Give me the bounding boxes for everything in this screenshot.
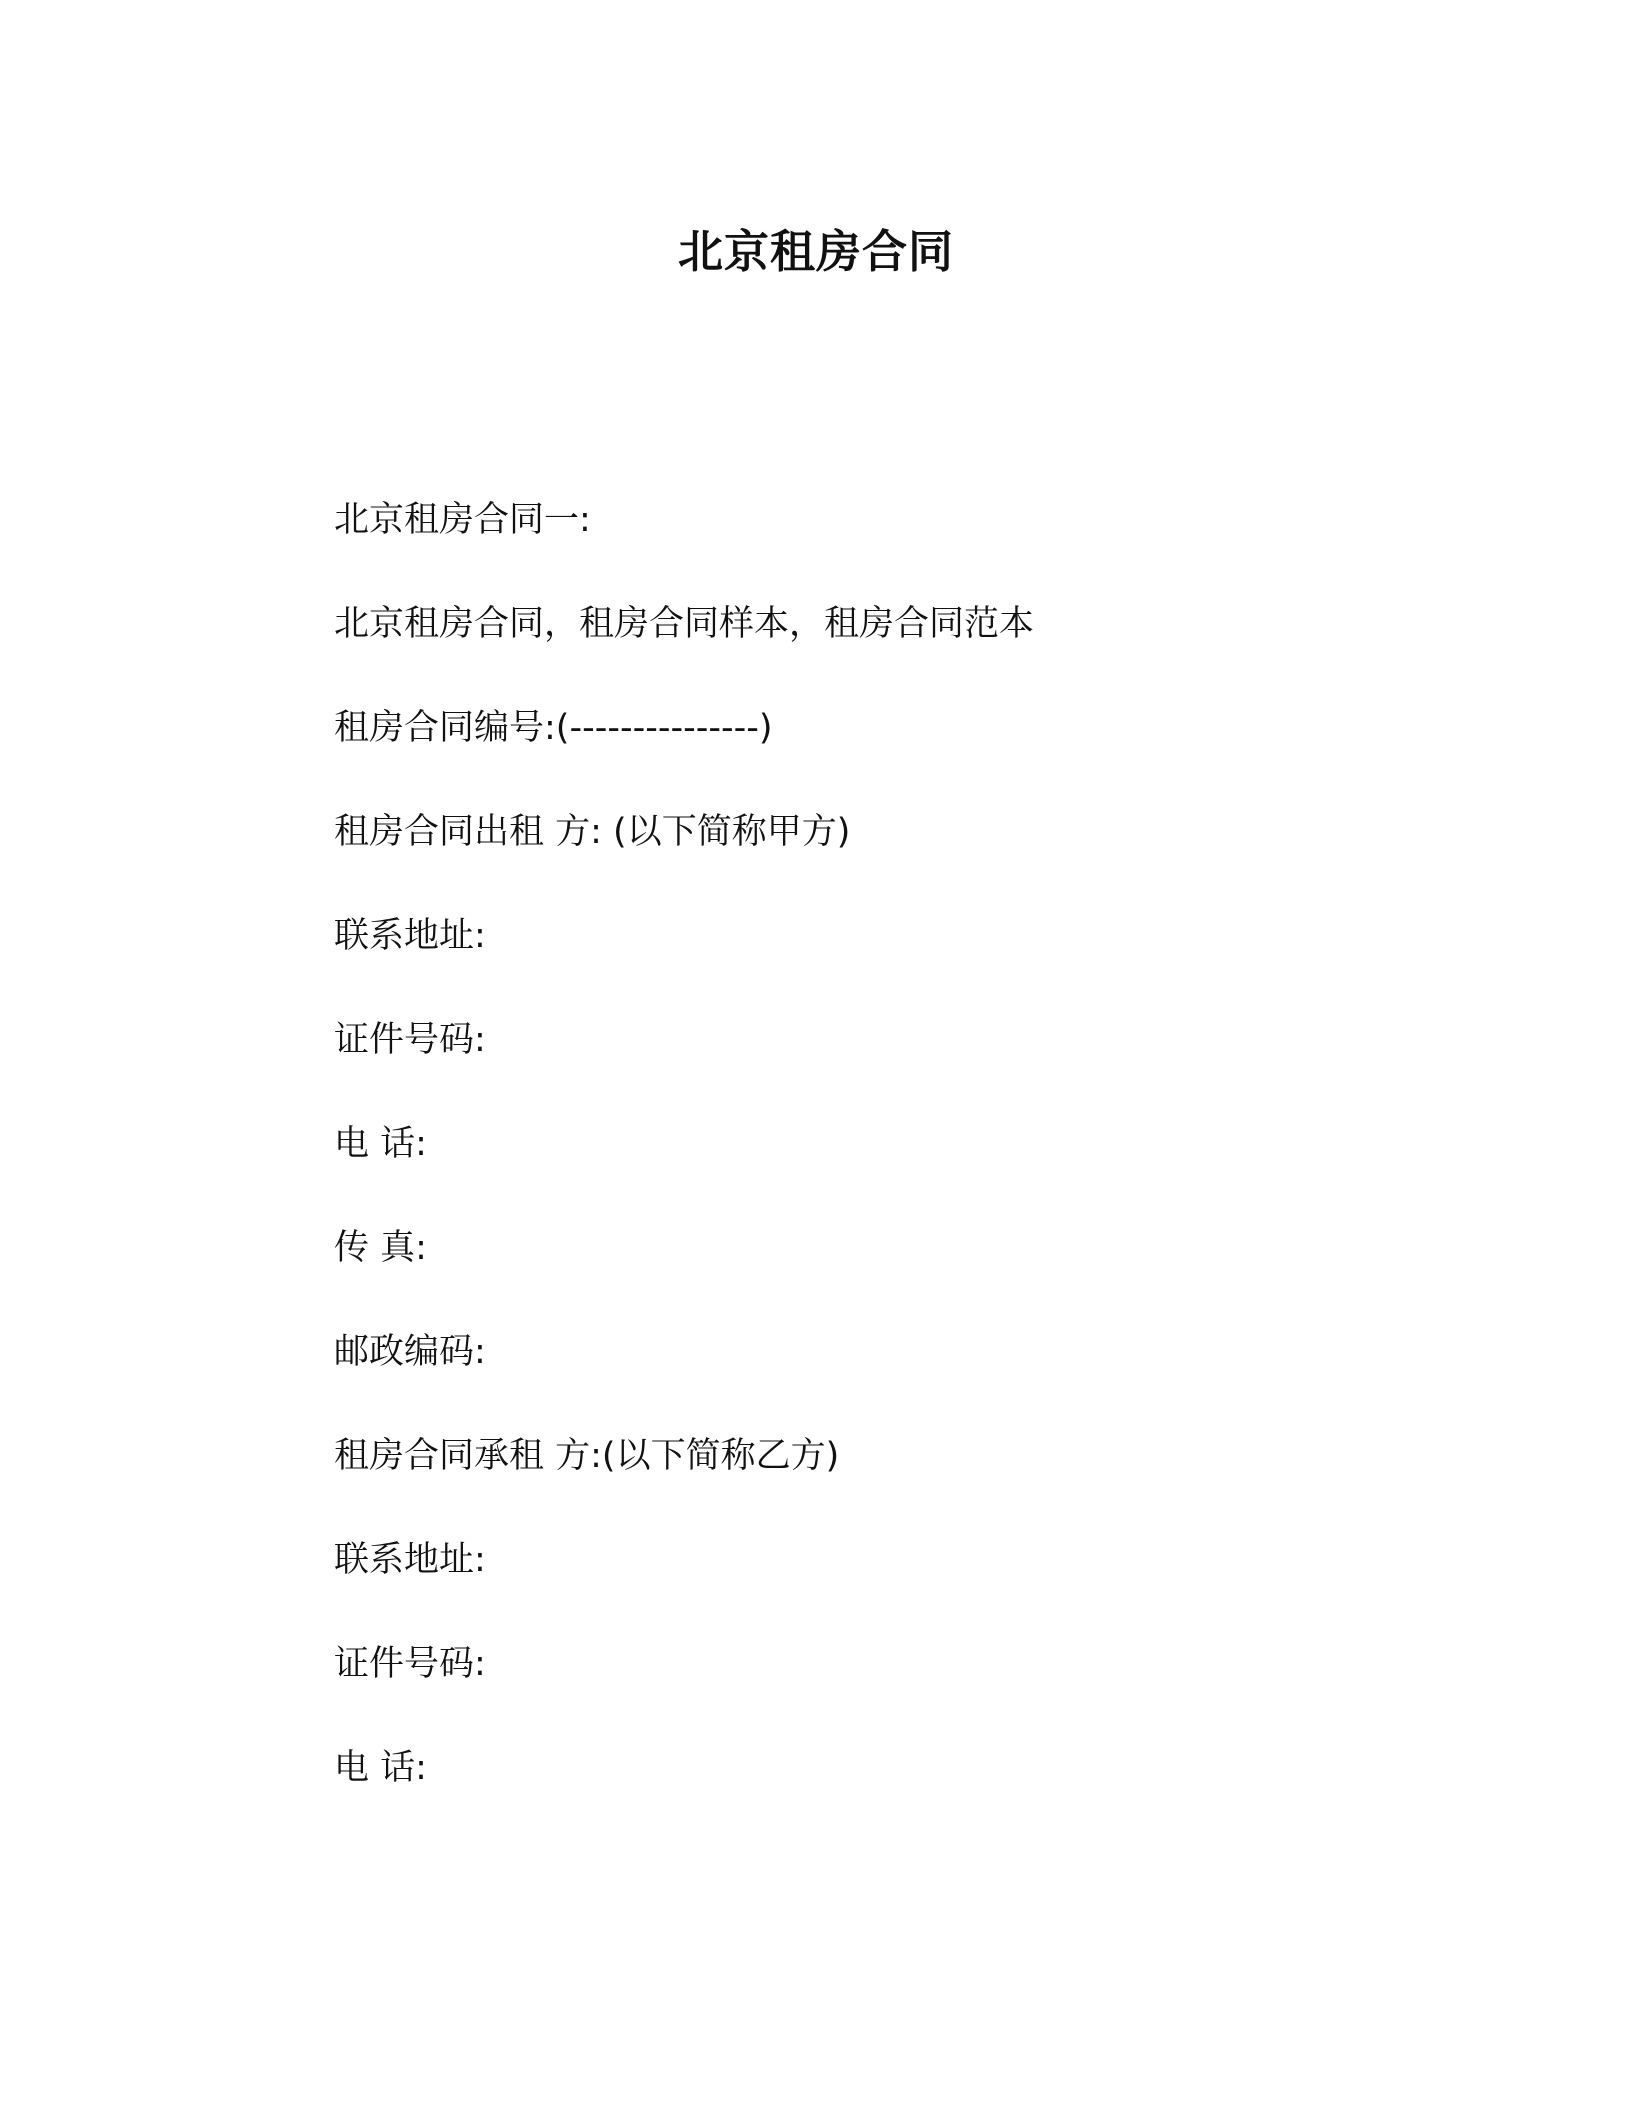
lessor-postal-code-field: 邮政编码: bbox=[334, 1332, 486, 1372]
lessee-phone-field: 电 话: bbox=[334, 1748, 427, 1788]
contract-number-field: 租房合同编号:(---------------) bbox=[334, 708, 773, 748]
contract-heading: 北京租房合同一: bbox=[334, 500, 591, 540]
lessee-heading: 租房合同承租 方:(以下简称乙方) bbox=[334, 1436, 840, 1476]
lessor-fax-field: 传 真: bbox=[334, 1228, 427, 1268]
lessor-id-number-field: 证件号码: bbox=[334, 1020, 486, 1060]
document-title: 北京租房合同 bbox=[677, 225, 954, 278]
document-body bbox=[334, 490, 1434, 1842]
lessor-address-field: 联系地址: bbox=[334, 916, 486, 956]
lessor-heading: 租房合同出租 方: (以下简称甲方) bbox=[334, 812, 851, 852]
contract-subtitle: 北京租房合同，租房合同样本，租房合同范本 bbox=[334, 604, 1035, 644]
lessee-address-field: 联系地址: bbox=[334, 1540, 486, 1580]
lessee-id-number-field: 证件号码: bbox=[334, 1644, 486, 1684]
lessor-phone-field: 电 话: bbox=[334, 1124, 427, 1164]
